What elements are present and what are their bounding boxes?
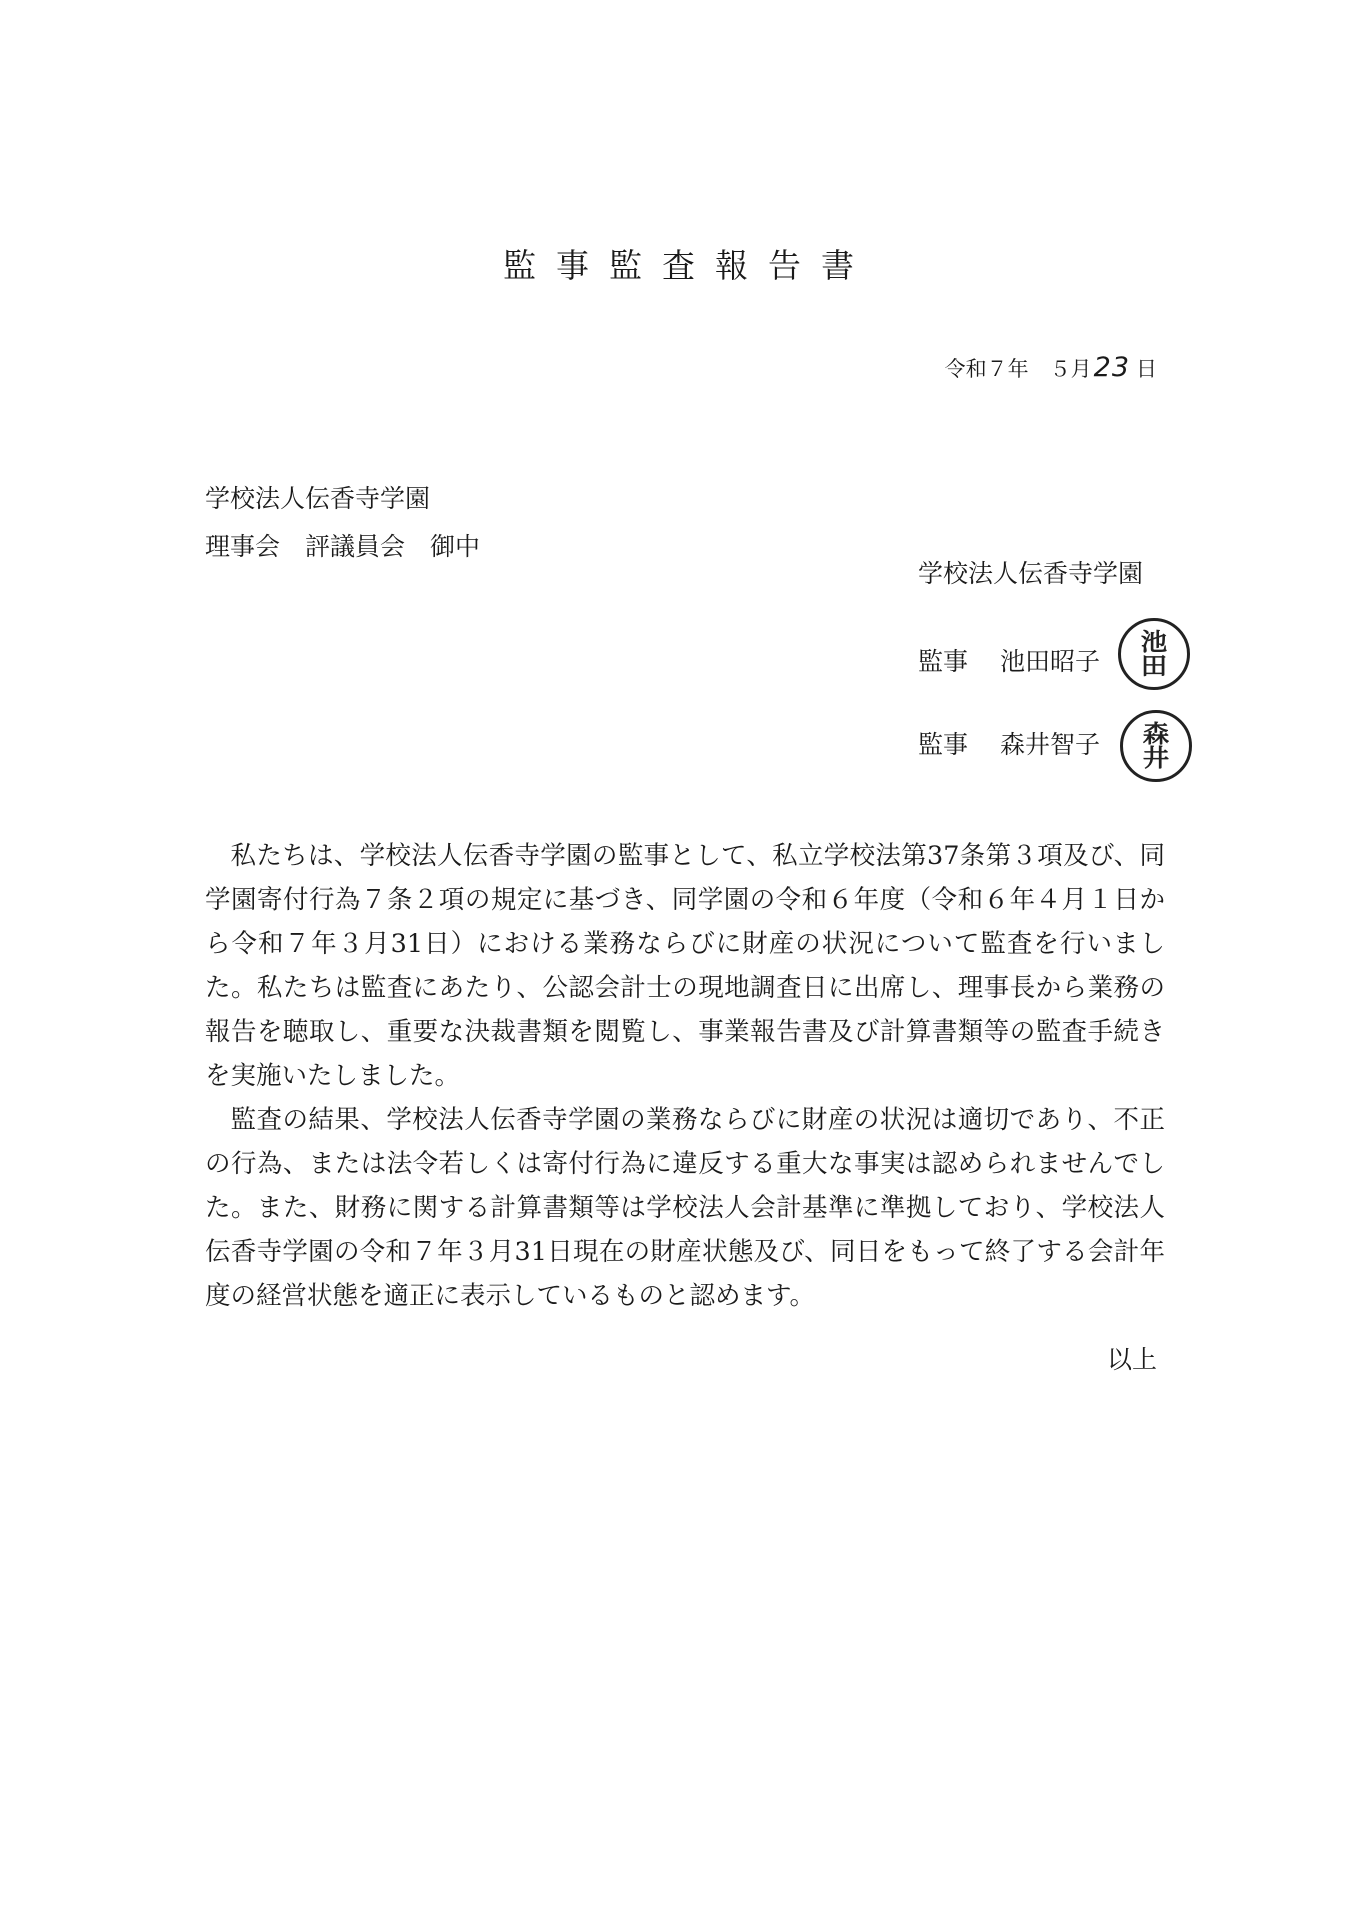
seal-char: 井 [1142, 744, 1170, 772]
seal-char: 池 [1140, 628, 1168, 656]
date-suffix: 日 [1136, 357, 1157, 381]
seal-char: 田 [1140, 652, 1168, 680]
seal-stamp-morii [1120, 710, 1192, 782]
report-date [945, 352, 1157, 383]
auditor-name: 森井智子 [1000, 730, 1101, 759]
date-day-handwritten: 23 [1093, 352, 1130, 383]
document-title: 監事監査報告書 [503, 246, 874, 285]
seal-stamp-ikeda [1118, 618, 1190, 690]
auditor-role: 監事 [918, 647, 969, 676]
body-paragraph-2: 監査の結果、学校法人伝香寺学園の業務ならびに財産の状況は適切であり、不正の行為、または法令若しくは寄付行為に違反する重大な事実は認められませんでした。また、財務に関する計算書類等は学校法人会計基準に準拠しており、学校法人伝香寺学園の令和７年３月31日現在の財産状態及び、同日をもって終了する会計年度の経営状態を適正に表示しているものと認めます。 [205, 1105, 1165, 1311]
report-body [205, 834, 1165, 1318]
date-prefix: 令和７年 ５月 [944, 357, 1092, 381]
body-paragraph-1: 私たちは、学校法人伝香寺学園の監事として、私立学校法第37条第３項及び、同学園寄付行為７条２項の規定に基づき、同学園の令和６年度（令和６年４月１日から令和７年３月31日）における業務ならびに財産の状況について監査を行いました。私たちは監査にあたり、公認会計士の現地調査日に出席し、理事長から業務の報告を聴取し、重要な決裁書類を閲覧し、事業報告書及び計算書類等の監査手続きを実施いたしました。 [205, 841, 1165, 1091]
addressee-boards: 理事会 評議員会 御中 [205, 532, 481, 561]
addressee-org: 学校法人伝香寺学園 [205, 484, 431, 513]
seal-char: 森 [1142, 720, 1170, 748]
sender-org: 学校法人伝香寺学園 [918, 559, 1144, 588]
auditor-role: 監事 [918, 730, 969, 759]
auditor-row-1 [918, 642, 1100, 678]
auditor-name: 池田昭子 [1000, 647, 1101, 676]
addressee [205, 475, 480, 571]
auditor-row-2 [918, 725, 1100, 761]
closing-mark: 以上 [1106, 1345, 1157, 1374]
